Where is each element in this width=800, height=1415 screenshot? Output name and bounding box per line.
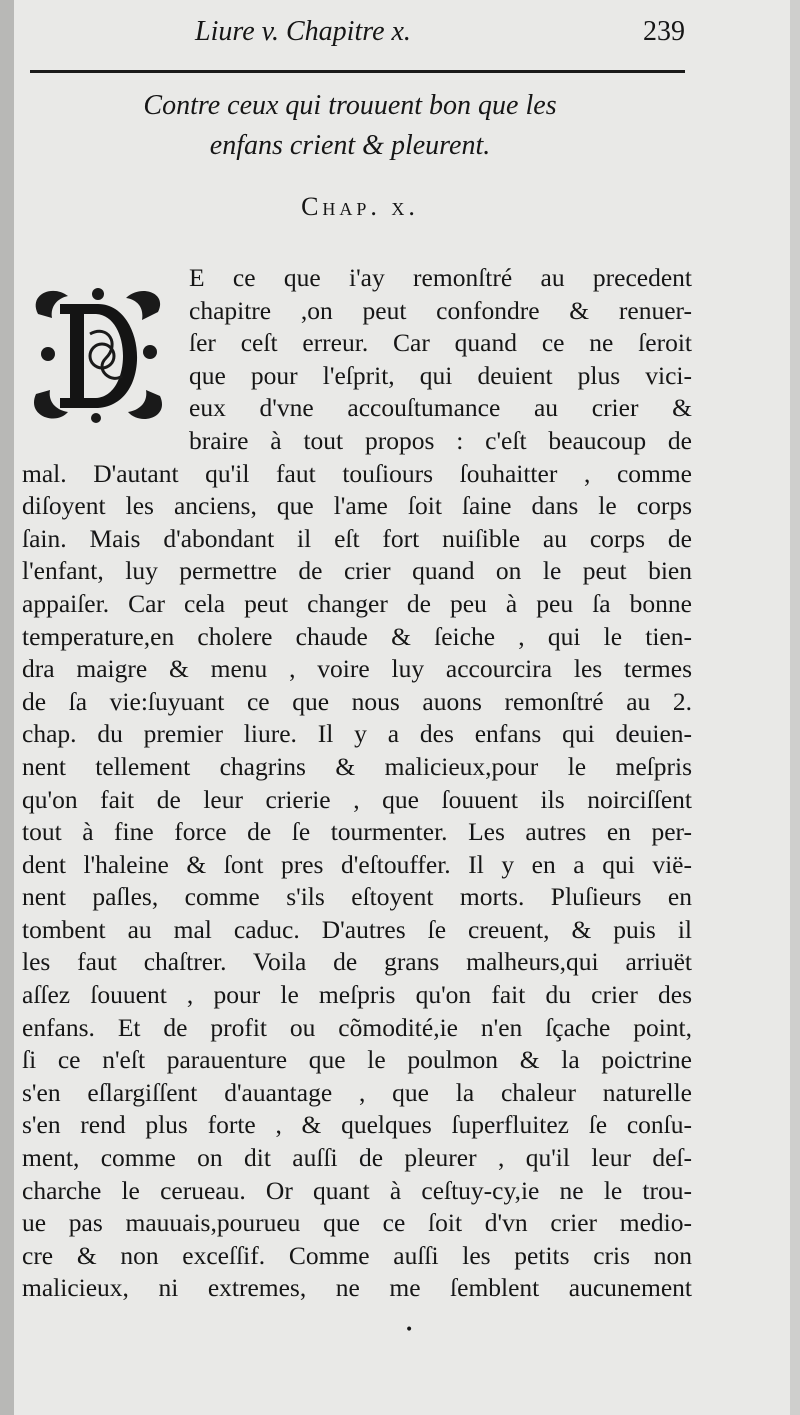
text-line: nent paſles, comme s'ils eſtoyent morts. Pluſieurs en — [22, 882, 692, 912]
chapter-title-line: enfans crient & pleurent. — [209, 130, 491, 161]
text-line: ue pas mauuais,pourueu que ce ſoit d'vn crier medio- — [22, 1208, 692, 1238]
text-line: chap. du premier liure. Il y a des enfans qui deuien- — [22, 719, 692, 749]
text-line: aſſez ſouuent , pour le meſpris qu'on fait du crier des — [22, 980, 692, 1010]
chapter-title — [60, 86, 640, 166]
text-line: nent tellement chagrins & malicieux,pour le meſpris — [22, 751, 692, 781]
page-edge — [790, 0, 800, 1415]
page-gutter-shadow — [0, 0, 14, 1415]
text-line: enfans. Et de profit ou cõmodité,ie n'en ſçache point, — [22, 1012, 692, 1042]
text-line: tout à fine force de ſe tourmenter. Les autres en per- — [22, 817, 692, 847]
text-line: mal. D'autant qu'il faut touſiours ſouhaitter , comme — [22, 458, 692, 488]
text-line: qu'on fait de leur crierie , que ſouuent ils noirciſſent — [22, 784, 692, 814]
text-line: E ce que i'ay remonſtré au precedent — [189, 263, 692, 292]
page-number: 239 — [643, 16, 685, 47]
text-line: diſoyent les anciens, que l'ame ſoit ſaine dans le corps — [22, 491, 692, 521]
text-line: de ſa vie:ſuyuant ce que nous auons remonſtré au 2. — [22, 686, 692, 716]
text-line: cre & non exceſſif. Comme auſſi les petits cris non — [22, 1240, 692, 1270]
text-line: s'en rend plus forte , & quelques ſuperfluitez ſe conſu- — [22, 1110, 692, 1140]
text-line: chapitre ,on peut confondre & renuer- — [189, 295, 692, 325]
text-line: les faut chaſtrer. Voila de grans malheurs,qui arriuët — [22, 947, 692, 977]
chapter-title-line: Contre ceux qui trouuent bon que les — [143, 90, 557, 121]
header-rule — [30, 70, 685, 73]
text-line: ſi ce n'eſt parauenture que le poulmon & la poictrine — [22, 1045, 692, 1075]
text-line: temperature,en cholere chaude & ſeiche , qui le tien- — [22, 621, 692, 651]
text-line: s'en eſlargiſſent d'auantage , que la chaleur naturelle — [22, 1077, 692, 1107]
running-title: Liure v. Chapitre x. — [195, 16, 411, 47]
text-line: tombent au mal caduc. D'autres ſe creuent, & puis il — [22, 914, 692, 944]
text-line: malicieux, ni extremes, ne me ſemblent aucunement — [22, 1273, 692, 1303]
text-line: eux d'vne accouſtumance au crier & — [189, 393, 692, 423]
text-line: que pour l'eſprit, qui deuient plus vici- — [189, 360, 692, 390]
text-line: ment, comme on dit auſſi de pleurer , qu'il leur deſ- — [22, 1143, 692, 1173]
text-line: ſain. Mais d'abondant il eſt fort nuiſible au corps de — [22, 523, 692, 553]
running-head — [195, 16, 685, 56]
text-line: ſer ceſt erreur. Car quand ce ne ſeroit — [189, 328, 692, 358]
text-line: dra maigre & menu , voire luy accourcira les termes — [22, 654, 692, 684]
text-line: charche le cerueau. Or quant à ceſtuy-cy,ie ne le trou- — [22, 1175, 692, 1205]
body-text — [22, 262, 692, 1305]
text-line: braire à tout propos : c'eſt beaucoup de — [189, 425, 692, 455]
text-line: appaiſer. Car cela peut changer de peu à peu ſa bonne — [22, 588, 692, 618]
text-line: l'enfant, luy permettre de crier quand on le peut bien — [22, 556, 692, 586]
chapter-label: Chap. x. — [301, 192, 419, 221]
text-line: dent l'haleine & ſont pres d'eſtouffer. Il y en a qui vië- — [22, 849, 692, 879]
ink-dot: • — [405, 1322, 414, 1338]
